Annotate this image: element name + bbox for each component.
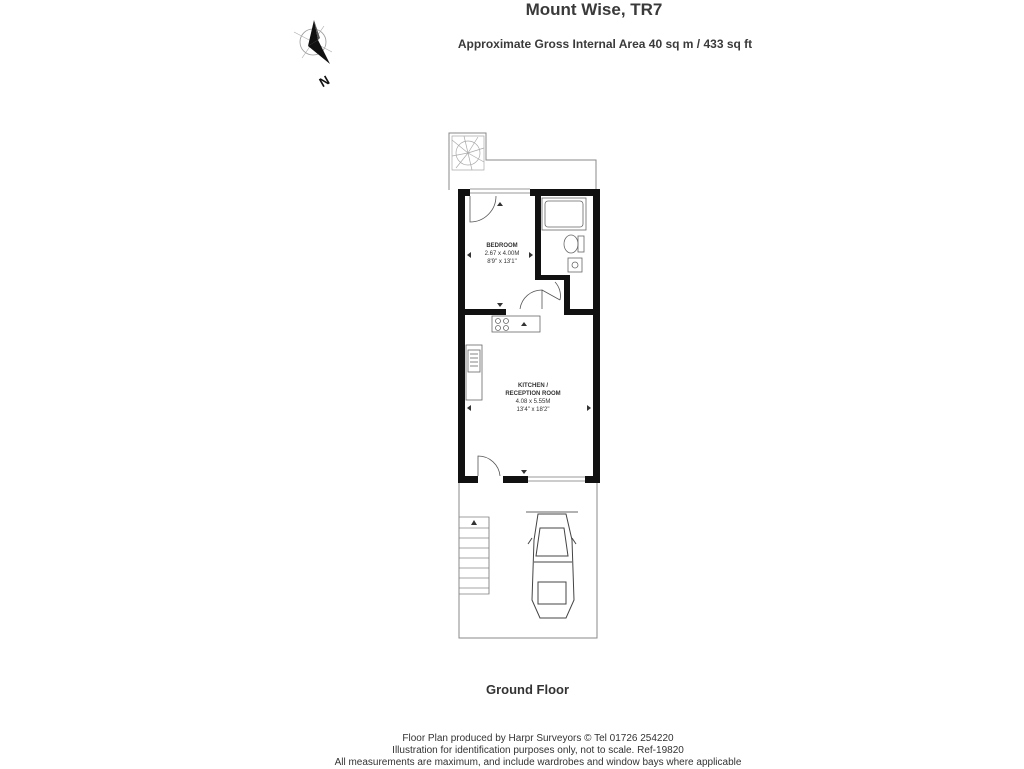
kitchen-imperial: 13'4" x 18'2" xyxy=(516,407,550,413)
footer-credit: Floor Plan produced by Harpr Surveyors © Tel 01726 254220 xyxy=(402,733,674,744)
car-icon xyxy=(526,512,578,618)
kitchen-name-line2: RECEPTION ROOM xyxy=(505,391,561,397)
windows xyxy=(470,189,585,481)
room-label-kitchen xyxy=(494,382,572,414)
room-label-bedroom xyxy=(470,242,534,266)
footer-measurements-note: All measurements are maximum, and include wardrobes and window bays where applicable xyxy=(334,757,742,768)
basin xyxy=(568,258,582,272)
page-title: Mount Wise, TR7 xyxy=(525,0,663,19)
bedroom-imperial: 8'9" x 13'1" xyxy=(487,259,517,265)
footer-disclaimer: Illustration for identification purposes only, not to scale. Ref-19820 xyxy=(392,745,684,756)
bath-fixtures xyxy=(542,198,586,272)
toilet xyxy=(564,235,578,253)
bedroom-metric: 2.67 x 4.00M xyxy=(484,251,520,257)
sink xyxy=(468,350,480,372)
area-subtitle: Approximate Gross Internal Area 40 sq m / 433 sq ft xyxy=(457,37,753,51)
bedroom-name: BEDROOM xyxy=(486,243,518,249)
kitchen-metric: 4.08 x 5.55M xyxy=(515,399,551,405)
doors xyxy=(470,196,560,476)
bathtub xyxy=(542,198,586,230)
kitchen-name-line1: KITCHEN / xyxy=(518,383,548,389)
external-stair xyxy=(459,517,489,594)
spiral-stair xyxy=(452,136,484,170)
floor-label: Ground Floor xyxy=(485,682,570,697)
walls xyxy=(458,189,600,483)
compass-north-letter: N xyxy=(316,72,333,90)
